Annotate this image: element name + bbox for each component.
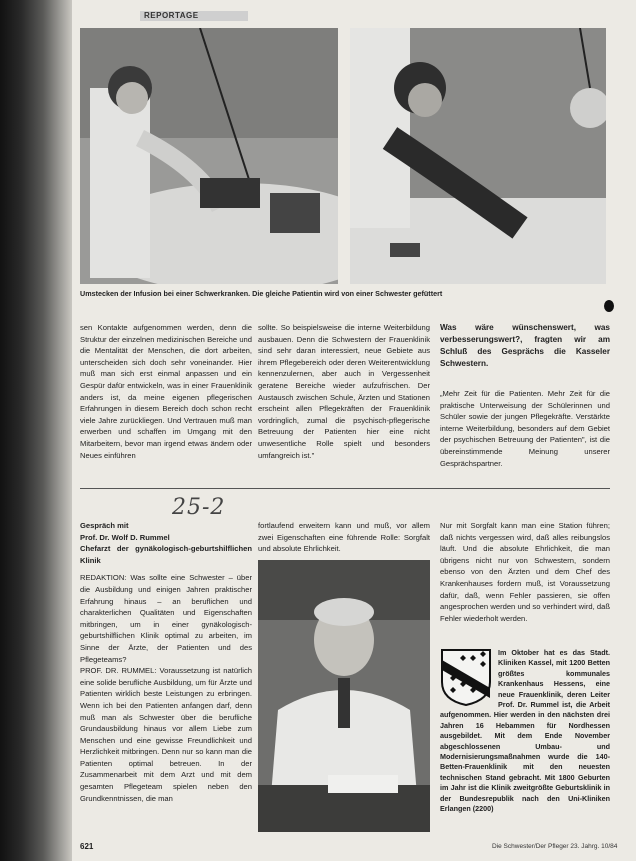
page-number: 621 [80, 842, 94, 851]
photo-nurse-feeding [350, 28, 606, 284]
upper-column-1-text: sen Kontakte aufgenommen werden, denn die Struktur der einzelnen medizinischen Bereiche und die Mentalität der Menschen, die dort arbeiten, unterscheiden sich doch sehr voneinander. Hier muß man sich erst einmal anpassen und ein Gespür dafür entwickeln, was in einer Frauenklinik anders ist, da meine eigenen pflegerischen Erfahrungen in diesem Bereich doch schon recht viele Jahre zurückliegen. Und Vertrauen muß man erwerben und schaffen im Umgang mit den Mitarbeitern, bevor man irgend etwas ändern oder Neues einführen [80, 323, 252, 460]
section-tag: REPORTAGE [140, 11, 248, 21]
interview-column-2-text: fortlaufend erweitern kann und muß, vor allem zwei Eigenschaften eine führende Rolle: Sorgfalt und absolute Ehrlichkeit. [258, 521, 430, 554]
journal-footer: Die Schwester/Der Pfleger 23. Jahrg. 10/84 [492, 843, 618, 850]
info-box [440, 648, 610, 815]
upper-column-2 [258, 322, 430, 461]
kassel-coat-of-arms [440, 648, 492, 706]
interview-heading-2: Prof. Dr. Wolf D. Rummel [80, 532, 170, 542]
interview-column-1 [80, 520, 252, 804]
photo-prof-rummel [258, 560, 430, 832]
photo-caption: Umstecken der Infusion bei einer Schwerkranken. Die gleiche Patientin wird von einer Schwester gefüttert [80, 289, 443, 298]
interview-body: REDAKTION: Was sollte eine Schwester – über die Ausbildung und einigen Jahren praktischer Erfahrung hinaus – an beruflichen und charakterlichen Qualitäten und Eigenschaften mitbringen, um in einer gynäkologisch-geburtshilflichen Klinik optimal zu arbeiten, im Sinne der Ärzte, der Patienten und des Pflegeteams? PROF. DR. RUMMEL: Voraussetzung ist natürlich eine solide berufliche Ausbildung, um für Ärzte und Patienten wirklich beste Leistungen zu erbringen. Wenn ich bei den Patienten anfangen darf, denn muß man als Schwester über die berufliche Grundausbildung hinaus vor allem Liebe zum Menschen und eine gewisse Freundlichkeit und Herzlichkeit mitbringen. Denn nur so kann man die Patienten optimal betreuen. In der Zusammenarbeit mit dem Arzt und mit dem gesamten Pflegeteam spielen neben den Grundkenntnissen, die man [80, 573, 252, 803]
upper-column-2-text: sollte. So beispielsweise die interne Weiterbildung ausbauen. Denn die Schwestern der Frauenklinik sind sehr daran interessiert, neue Gebiete aus ihrem Pflegebereich oder deren Weiterentwicklung kennenzulernen, aber auch in Vergessenheit geratene Bereiche wieder aufzufrischen. Der Austausch zwischen Schule, Ärzten und Stationen erscheint allen Pflegekräften der Frauenklinik vordringlich, zumal die psychisch-pflegerische Betreuung der Patienten hier eine nicht unwesentliche Rolle spielt und besonders umfangreich ist." [258, 323, 430, 460]
interview-heading-3: Chefarzt der gynäkologisch-geburtshilflichen Klinik [80, 544, 252, 565]
section-divider [80, 488, 610, 489]
upper-column-3-heading: Was wäre wünschenswert, was verbesserungswert?, fragten wir am Schluß des Gesprächs die Kasseler Schwestern. [440, 323, 610, 368]
interview-column-3-text: Nur mit Sorgfalt kann man eine Station führen; daß nichts vergessen wird, daß alles reibungslos läuft. Und die absolute Ehrlichkeit, die man übrigens nicht nur von Schwestern, sondern ebenso von den Ärzten und dem Chef des Krankenhauses fordern muß, ist Voraussetzung dafür, daß, wenn Fehler passieren, sie offen angesprochen werden und so verhindert wird, daß Fehler wiederholt werden. [440, 521, 610, 623]
crest-shield-icon [440, 648, 492, 706]
photo-nurse-infusion [80, 28, 338, 284]
upper-column-1 [80, 322, 252, 461]
upper-column-3-text: „Mehr Zeit für die Patienten. Mehr Zeit für die praktische Unterweisung der Schülerinnen und Schüler sowie der jungen Pflegekräfte. Verstärkte interne Weiterbildung, besonders auf dem Gebiet der psychischen Betreuung der Patienten", ist die übereinstimmende Meinung unserer Gesprächspartner. [440, 389, 610, 468]
binding-shadow [0, 0, 72, 861]
interview-column-3 [440, 520, 610, 624]
handwritten-note: 25-2 [172, 495, 226, 520]
upper-column-3 [440, 322, 610, 469]
info-box-text: Im Oktober hat es das Stadt. Kliniken Kassel, mit 1200 Betten größtes kommunales Krankenhaus Hessens, eine neue Frauenklinik, deren Leiter Prof. Dr. Rummel ist, die Arbeit aufgenommen. Hier werden in den nächsten drei Jahren 16 Hebammen für Nordhessen ausgebildet. Mit dem Ende November abgeschlossenen Umbau- und Modernisierungsmaßnahmen wurde die 140-Betten-Frauenklinik mit den neuesten technischen Stand gebracht. Mit 1800 Geburten im Jahr ist die Klinik zweitgrößte Geburtsklinik in der Bundesrepublik nach den Uni-Kliniken Erlangen (2200) [440, 648, 610, 814]
interview-column-2 [258, 520, 430, 555]
interview-heading-1: Gespräch mit [80, 521, 129, 530]
punch-hole [604, 300, 614, 312]
